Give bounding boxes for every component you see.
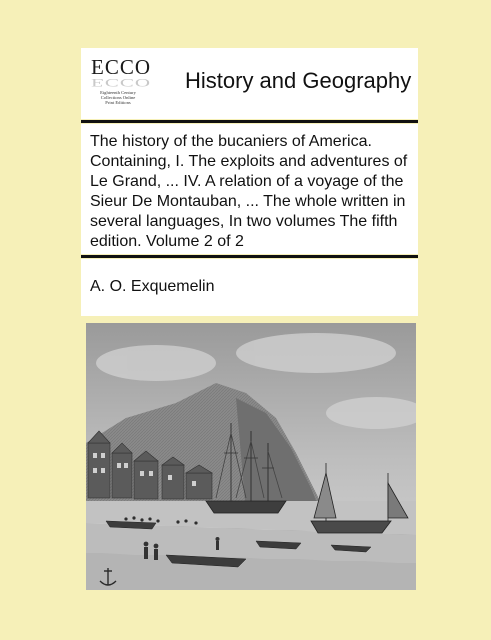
author-panel xyxy=(81,259,418,316)
harbour-engraving xyxy=(86,323,416,590)
series-title: History and Geography xyxy=(185,68,412,93)
divider-top xyxy=(81,120,418,123)
book-title: The history of the bucaniers of America. Containing, I. The exploits and adventures of Le Grand, ... IV. A relation of a voyage of the Sieur De Montauban, ... The whole written in several languages, In two volumes The fifth edition. Volume 2 of 2 xyxy=(90,133,408,250)
divider-bottom xyxy=(81,255,418,258)
book-author: A. O. Exquemelin xyxy=(90,278,215,295)
cover-header xyxy=(81,48,418,119)
logo-line-3: Print Editions xyxy=(105,100,131,106)
logo-mark-reflection: ECCO xyxy=(91,76,152,90)
title-panel xyxy=(81,124,418,254)
ecco-logo xyxy=(91,55,152,112)
logo-mark: ECCO xyxy=(91,55,152,79)
logo-line-2: Collections Online xyxy=(100,95,136,101)
logo-line-1: Eighteenth Century xyxy=(100,90,136,95)
